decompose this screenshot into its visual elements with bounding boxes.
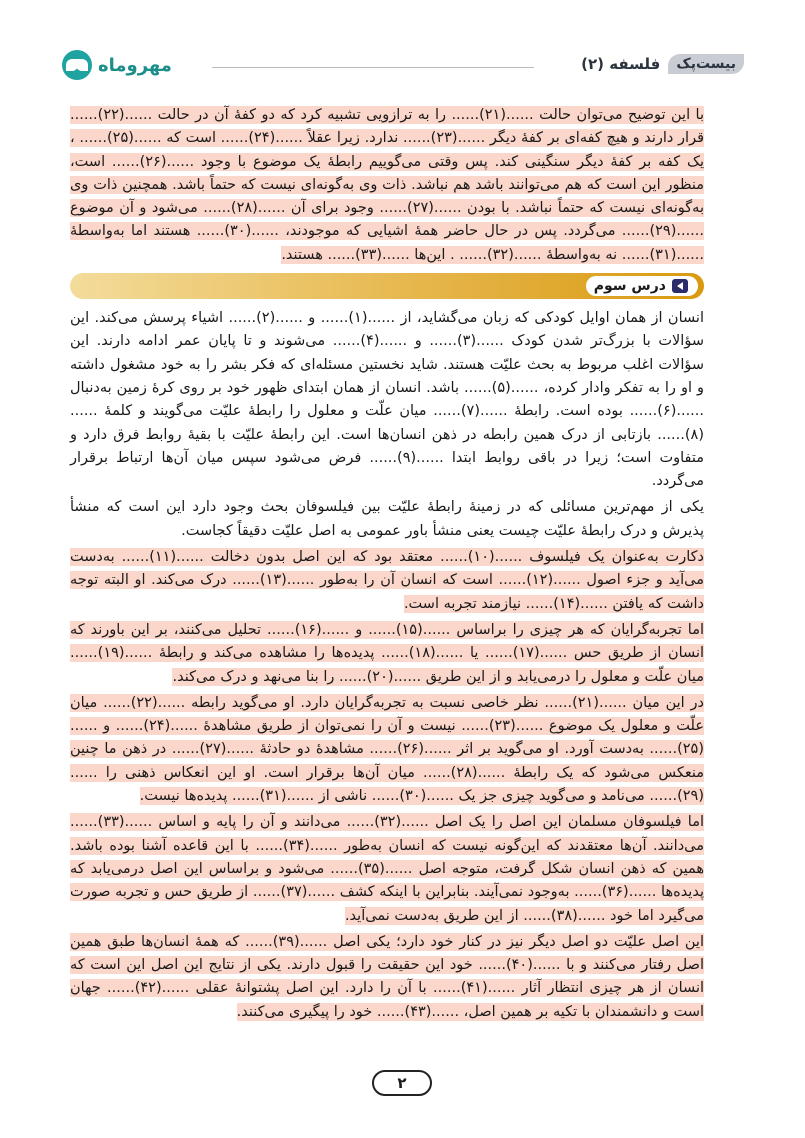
paragraph-4 <box>70 619 704 689</box>
header-title <box>581 54 744 74</box>
lesson-title: درس سوم <box>593 278 666 295</box>
paragraph-1 <box>70 307 704 493</box>
butterfly-logo-icon <box>62 50 92 80</box>
paragraph-text: این اصل علیّت دو اصل دیگر نیز در کنار خود دارد؛ یکی اصل ......(۳۹)...... که همهٔ انسان‌ها طبق همین اصل رفتار می‌کنند و با ......(۴۰)...... خود این حقیقت را قبول دارند. یکی از نتایج این اصل این است که انسان از هر چیزی انتظار آثار ......(۴۱)...... با آن را دارد. این اصل پشتوانهٔ عقلی ......(۴۲)...... جهان است و دانشمندان با تکیه بر همین اصل، ......(۴۳)...... خود را پیگیری می‌کنند. <box>70 933 705 1020</box>
paragraph-6 <box>70 811 704 927</box>
brand-name: مهروماه <box>98 54 172 76</box>
paragraph-text: در این میان ......(۲۱)...... نظر خاصی نسبت به تجربه‌گرایان دارد. او می‌گوید رابطه ......(۲۲)...... میان علّت و معلول یک موضوع ......(۲۳)...... نیست و آن را نمی‌توان از طریق مشاهدهٔ ......(۲۴)...... و ......(۲۵)...... به‌دست آورد. او می‌گوید بر اثر ......(۲۶)...... مشاهدهٔ دو حادثهٔ ......(۲۷)...... در ذهن ما چنین منعکس می‌شود که یک رابطهٔ ......(۲۸)...... میان آن‌ها برقرار است. او این انعکاس ذهنی را ......(۲۹)...... می‌نامد و می‌گوید چیزی جز یک ......(۳۰)...... ناشی از ......(۳۱)...... پدیده‌ها نیست. <box>70 694 704 805</box>
paragraph-3 <box>70 546 704 616</box>
header-rule <box>212 67 534 68</box>
subject-title: فلسفه (۲) <box>581 55 661 73</box>
page-header <box>62 50 744 84</box>
paragraph-text: با این توضیح می‌توان حالت ......(۲۱)...... را به ترازویی تشبیه کرد که دو کفهٔ آن در حالت ......(۲۲)...... قرار دارند و هیچ کفه‌ای بر کفهٔ دیگر ......(۲۳)...... ندارد. زیرا عقلاً ......(۲۴)...... است که ......(۲۵)...... ، یک کفه بر کفهٔ دیگر سنگینی کند. پس وقتی می‌گوییم رابطهٔ یک موضوع با وجود ......(۲۶)...... است، منظور این است که هم می‌توانند باشد هم نباشد. ذات وی به‌گونه‌ای نیست که حتماً باشد. همچنین ذات وی به‌گونه‌ای نیست که حتماً نباشد. با بودن ......(۲۷)...... وجود برای آن ......(۲۸)...... می‌شود و آن موضوع ......(۲۹)...... می‌گردد. پس در حال حاضر همهٔ اشیایی که موجودند، ......(۳۰)...... هستند اما به‌واسطهٔ ......(۳۱)...... نه به‌واسطهٔ ......(۳۲)...... . این‌ها ......(۳۳)...... هستند. <box>70 107 705 263</box>
publisher-logo <box>62 50 172 80</box>
paragraph-2 <box>70 496 704 543</box>
page-number: ۲ <box>372 1070 432 1096</box>
paragraph-text: دکارت به‌عنوان یک فیلسوف ......(۱۰)...... معتقد بود که این اصل بدون دخالت ......(۱۱)...... به‌دست می‌آید و جزء اصول ......(۱۲)...... است که انسان آن را به‌طور ......(۱۳)...... درک می‌کند. او البته توجه داشت که یافتن ......(۱۴)...... نیازمند تجربه است. <box>70 549 704 612</box>
paragraph-text: انسان از همان اوایل کودکی که زبان می‌گشاید، از ......(۱)...... و ......(۲)...... اشیاء پرسش می‌کند. این سؤالات با بزرگ‌تر شدن کودک ......(۳)...... و ......(۴)...... می‌شوند و تا پایان عمر ادامه دارند. این سؤالات اغلب مربوط به بحث علیّت هستند. شاید نخستین مسئله‌ای که فکر بشر را به خود مشغول داشته و او را به تفکر وادار کرده، ......(۵)...... باشد. انسان از همان ابتدای ظهور خود بر روی کرهٔ زمین به‌دنبال ......(۶)...... بوده است. رابطهٔ ......(۷)...... میان علّت و معلول را رابطهٔ علیّت می‌گویند و کلمهٔ ......(۸)...... بازتابی از درک همین رابطه در ذهن انسان‌ها است. این رابطهٔ علیّت با بقیهٔ روابط فرق دارد و متفاوت است؛ زیرا در باقی روابط ابتدا ......(۹)...... فرض می‌شود سپس میان آن‌ها ارتباط برقرار می‌گردد. <box>70 310 705 490</box>
paragraph-text: اما تجربه‌گرایان که هر چیزی را براساس ......(۱۵)...... و ......(۱۶)...... تحلیل می‌کنند، بر این باورند که انسان از طریق حس ......(۱۷)...... یا ......(۱۸)...... پدیده‌ها را مشاهده می‌کند و رابطهٔ ......(۱۹)...... میان علّت و معلول را درمی‌یابد و از این طریق ......(۲۰)...... را بنا می‌نهد و درک می‌کند. <box>70 621 705 685</box>
lesson-label <box>586 276 698 296</box>
lesson-header-bar <box>70 273 704 299</box>
page-content <box>70 104 704 1027</box>
paragraph-7 <box>70 931 704 1024</box>
book-series-tag: بیست‌پک <box>668 54 744 74</box>
paragraph-top-1 <box>70 104 704 267</box>
paragraph-text: یکی از مهم‌ترین مسائلی که در زمینهٔ رابطهٔ علیّت بین فیلسوفان بحث وجود دارد این است که منشأ پذیرش و درک رابطهٔ علیّت چیست یعنی منشأ باور عمومی به اصل علیّت دقیقاً کجاست. <box>70 499 704 539</box>
paragraph-text: اما فیلسوفان مسلمان این اصل را یک اصل ......(۳۲)...... می‌دانند و آن را پایه و اساس ......(۳۳)...... می‌دانند. آن‌ها معتقدند که این‌گونه نیست که انسان به‌طور ......(۳۴)...... با این قاعده آشنا بوده باشد. همین که ذهن انسان شکل گرفت، متوجه اصل ......(۳۵)...... می‌شود و براساس این اصل درمی‌یابد که پدیده‌ها ......(۳۶)...... به‌وجود نمی‌آیند. بنابراین با اینکه کشف ......(۳۷)...... از طریق حس و تجربه صورت می‌گیرد اما خود ......(۳۸)...... از این طریق به‌دست نمی‌آید. <box>70 814 705 924</box>
paragraph-5 <box>70 692 704 808</box>
play-icon <box>672 279 688 293</box>
